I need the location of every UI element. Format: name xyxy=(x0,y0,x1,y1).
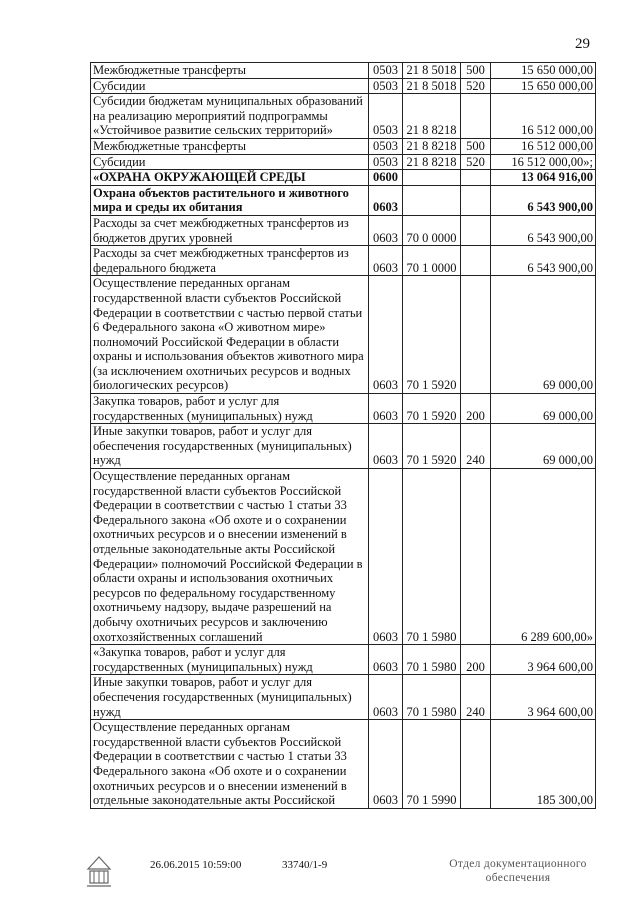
footer-department-stamp: Отдел документационного обеспечения xyxy=(449,858,587,884)
cell-amount: 6 289 600,00» xyxy=(491,469,596,645)
cell-amount: 3 964 600,00 xyxy=(491,645,596,675)
cell-expense-type xyxy=(461,720,491,809)
cell-name: «Закупка товаров, работ и услуг для государственных (муниципальных) нужд xyxy=(91,645,369,675)
table-row xyxy=(91,720,596,809)
cell-expense-type: 200 xyxy=(461,645,491,675)
cell-target-article: 70 1 5920 xyxy=(403,276,461,394)
cell-section-code: 0603 xyxy=(369,645,403,675)
cell-amount: 6 543 900,00 xyxy=(491,185,596,215)
cell-section-code: 0603 xyxy=(369,424,403,469)
cell-amount: 6 543 900,00 xyxy=(491,246,596,276)
cell-section-code: 0503 xyxy=(369,94,403,139)
cell-section-code: 0603 xyxy=(369,469,403,645)
cell-expense-type xyxy=(461,276,491,394)
cell-target-article: 21 8 8218 xyxy=(403,138,461,154)
cell-section-code: 0503 xyxy=(369,154,403,170)
cell-section-code: 0603 xyxy=(369,675,403,720)
cell-target-article: 70 1 5990 xyxy=(403,720,461,809)
cell-name: «ОХРАНА ОКРУЖАЮЩЕЙ СРЕДЫ xyxy=(91,170,369,186)
cell-amount: 69 000,00 xyxy=(491,276,596,394)
cell-name: Межбюджетные трансферты xyxy=(91,63,369,79)
cell-section-code: 0503 xyxy=(369,138,403,154)
cell-name: Субсидии xyxy=(91,78,369,94)
cell-amount: 69 000,00 xyxy=(491,394,596,424)
table-row xyxy=(91,154,596,170)
cell-section-code: 0503 xyxy=(369,63,403,79)
cell-expense-type: 200 xyxy=(461,394,491,424)
cell-amount: 16 512 000,00»; xyxy=(491,154,596,170)
cell-expense-type: 500 xyxy=(461,63,491,79)
table-row xyxy=(91,276,596,394)
cell-target-article: 21 8 5018 xyxy=(403,63,461,79)
footer-date: 26.06.2015 10:59:00 xyxy=(150,859,242,871)
cell-name: Расходы за счет межбюджетных трансфертов из федерального бюджета xyxy=(91,246,369,276)
cell-name: Межбюджетные трансферты xyxy=(91,138,369,154)
cell-target-article: 70 0 0000 xyxy=(403,215,461,245)
cell-expense-type: 240 xyxy=(461,675,491,720)
cell-target-article xyxy=(403,170,461,186)
cell-section-code: 0603 xyxy=(369,394,403,424)
cell-amount: 15 650 000,00 xyxy=(491,63,596,79)
cell-name: Расходы за счет межбюджетных трансфертов из бюджетов других уровней xyxy=(91,215,369,245)
table-row xyxy=(91,246,596,276)
budget-table xyxy=(90,62,596,809)
cell-section-code: 0603 xyxy=(369,276,403,394)
table-row xyxy=(91,78,596,94)
cell-target-article: 70 1 5920 xyxy=(403,394,461,424)
cell-target-article: 21 8 5018 xyxy=(403,78,461,94)
cell-expense-type: 520 xyxy=(461,78,491,94)
cell-target-article: 70 1 5980 xyxy=(403,469,461,645)
cell-name: Субсидии xyxy=(91,154,369,170)
organization-logo-icon xyxy=(84,855,114,891)
cell-name: Субсидии бюджетам муниципальных образований на реализацию мероприятий подпрограммы «Устойчивое развитие сельских территорий» xyxy=(91,94,369,139)
cell-expense-type xyxy=(461,246,491,276)
table-row xyxy=(91,469,596,645)
cell-amount: 16 512 000,00 xyxy=(491,94,596,139)
cell-expense-type: 500 xyxy=(461,138,491,154)
cell-target-article: 21 8 8218 xyxy=(403,94,461,139)
cell-expense-type xyxy=(461,185,491,215)
cell-name: Иные закупки товаров, работ и услуг для обеспечения государственных (муниципальных) нужд xyxy=(91,424,369,469)
cell-section-code: 0603 xyxy=(369,185,403,215)
cell-name: Осуществление переданных органам государственной власти субъектов Российской Федерации в соответствии с частью 1 статьи 33 Федерального закона «Об охоте и о сохранении охотничьих ресурсов и о внесении изменений в отдельные законодательные акты Российской Федерации» полномочий Российской Федерации в области охраны и использования охотничьих ресурсов по федеральному государственному охотничьему надзору, выдаче разрешений на добычу охотничьих ресурсов и заключению охотхозяйственных соглашений xyxy=(91,469,369,645)
table-row xyxy=(91,424,596,469)
cell-section-code: 0600 xyxy=(369,170,403,186)
table-row xyxy=(91,185,596,215)
cell-target-article: 21 8 8218 xyxy=(403,154,461,170)
cell-expense-type xyxy=(461,94,491,139)
cell-amount: 16 512 000,00 xyxy=(491,138,596,154)
cell-amount: 15 650 000,00 xyxy=(491,78,596,94)
cell-target-article: 70 1 0000 xyxy=(403,246,461,276)
cell-amount: 13 064 916,00 xyxy=(491,170,596,186)
cell-target-article: 70 1 5920 xyxy=(403,424,461,469)
cell-name: Иные закупки товаров, работ и услуг для обеспечения государственных (муниципальных) нужд xyxy=(91,675,369,720)
cell-name: Охрана объектов растительного и животного мира и среды их обитания xyxy=(91,185,369,215)
cell-section-code: 0603 xyxy=(369,720,403,809)
table-row xyxy=(91,645,596,675)
cell-amount: 69 000,00 xyxy=(491,424,596,469)
table-row xyxy=(91,170,596,186)
cell-name: Осуществление переданных органам государственной власти субъектов Российской Федерации в соответствии с частью первой статьи 6 Федерального закона «О животном мире» полномочий Российской Федерации в области охраны и использования объектов животного мира (за исключением охотничьих ресурсов и водных биологических ресурсов) xyxy=(91,276,369,394)
cell-amount: 3 964 600,00 xyxy=(491,675,596,720)
cell-expense-type xyxy=(461,215,491,245)
cell-section-code: 0603 xyxy=(369,215,403,245)
table-row xyxy=(91,394,596,424)
cell-expense-type: 240 xyxy=(461,424,491,469)
cell-amount: 6 543 900,00 xyxy=(491,215,596,245)
cell-amount: 185 300,00 xyxy=(491,720,596,809)
page-footer xyxy=(0,855,640,905)
cell-target-article: 70 1 5980 xyxy=(403,675,461,720)
cell-section-code: 0503 xyxy=(369,78,403,94)
table-row xyxy=(91,215,596,245)
cell-expense-type xyxy=(461,469,491,645)
table-row xyxy=(91,63,596,79)
table-row xyxy=(91,94,596,139)
cell-target-article xyxy=(403,185,461,215)
cell-expense-type: 520 xyxy=(461,154,491,170)
page-number: 29 xyxy=(575,36,590,52)
cell-target-article: 70 1 5980 xyxy=(403,645,461,675)
cell-expense-type xyxy=(461,170,491,186)
table-row xyxy=(91,138,596,154)
budget-table-body xyxy=(91,63,596,809)
cell-section-code: 0603 xyxy=(369,246,403,276)
cell-name: Закупка товаров, работ и услуг для государственных (муниципальных) нужд xyxy=(91,394,369,424)
table-row xyxy=(91,675,596,720)
footer-document-number: 33740/1-9 xyxy=(282,859,328,871)
cell-name: Осуществление переданных органам государственной власти субъектов Российской Федерации в соответствии с частью 1 статьи 33 Федерального закона «Об охоте и о сохранении охотничьих ресурсов и о внесении изменений в отдельные законодательные акты Российской xyxy=(91,720,369,809)
